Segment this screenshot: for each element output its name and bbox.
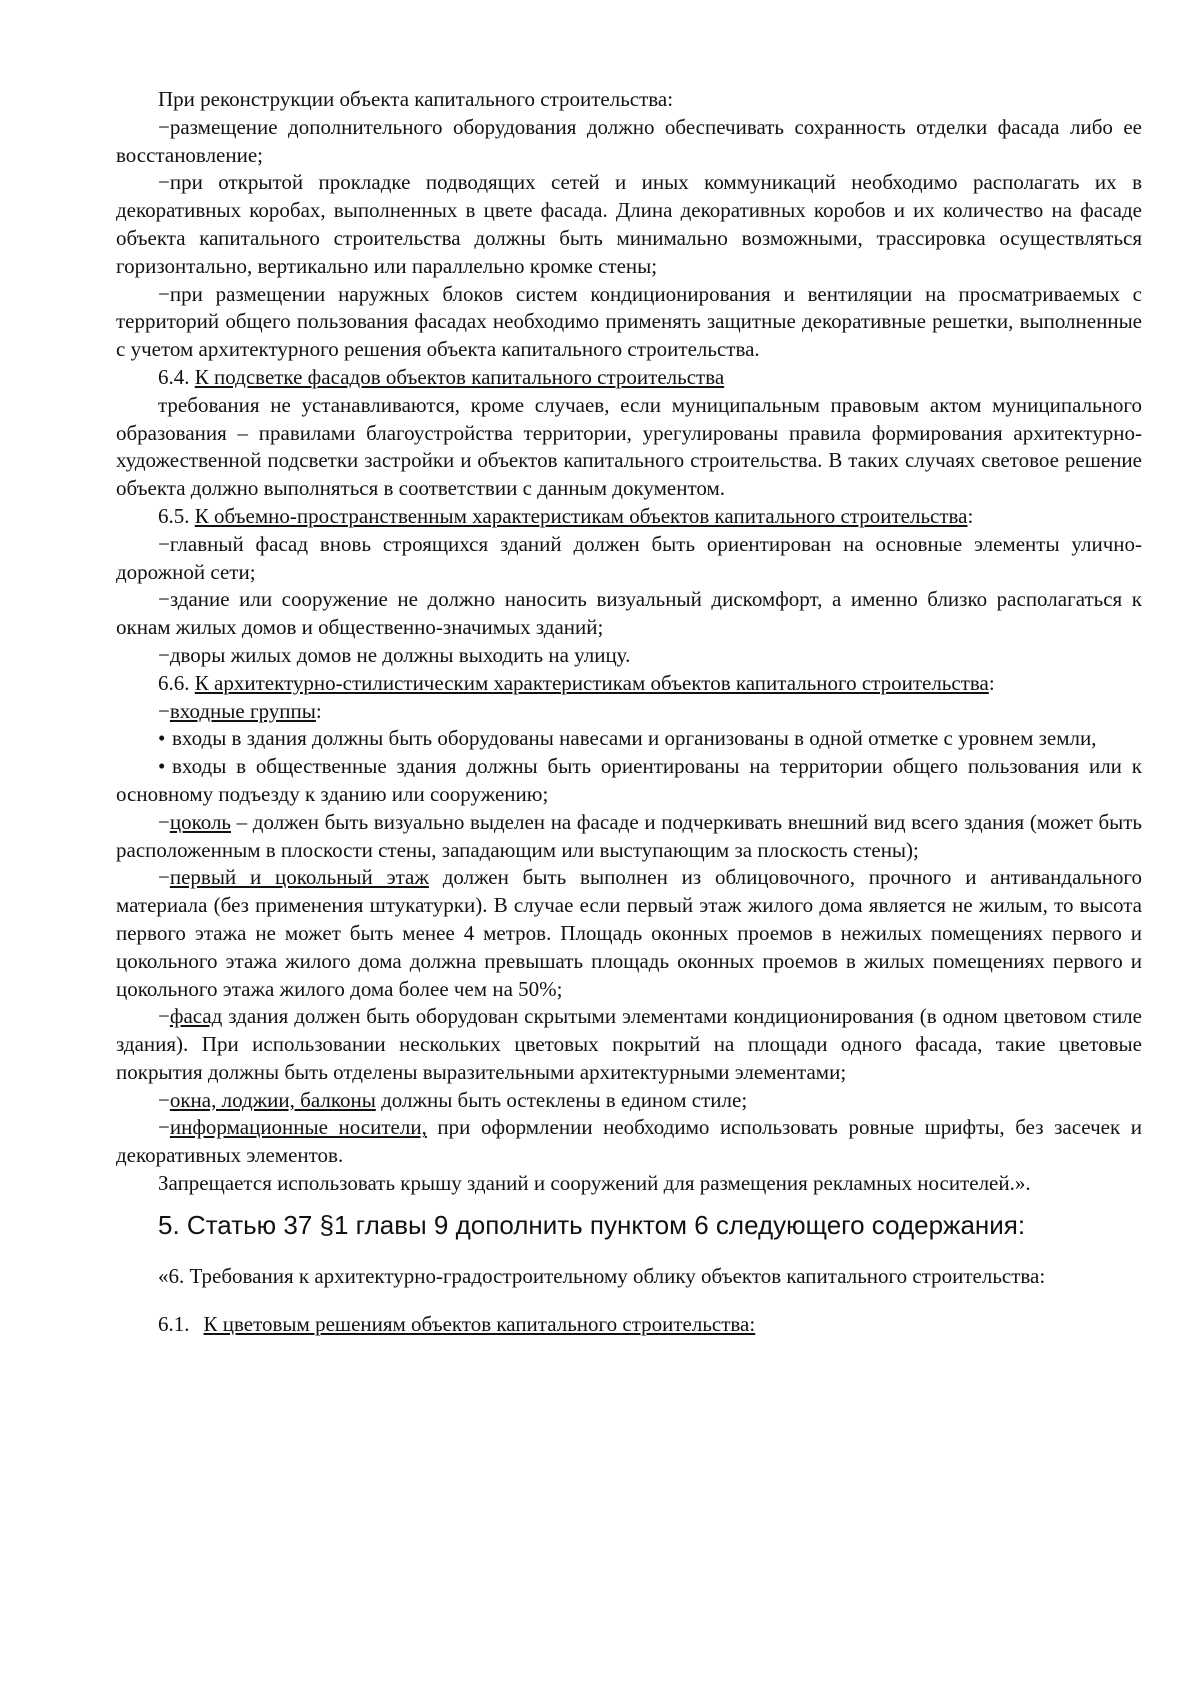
dash: − xyxy=(158,865,170,890)
section-number: 6.5. xyxy=(158,503,195,528)
paragraph-reconstruction-intro: При реконструкции объекта капитального строительства: xyxy=(158,87,674,111)
amendment-heading-5: 5. Статью 37 §1 главы 9 дополнить пунктом 6 следующего содержания: xyxy=(158,1209,1026,1240)
section-title: К цветовым решениям объектов капитального строительства: xyxy=(203,1311,756,1336)
term-plinth: цоколь xyxy=(169,809,231,834)
bullet-icon: • xyxy=(158,754,166,779)
term-info-carriers: информационные носители, xyxy=(169,1115,427,1140)
dash: − xyxy=(158,1004,170,1029)
term-facade: фасад xyxy=(169,1004,223,1029)
section-title: К архитектурно-стилистическим характеристикам объектов капитального строительства xyxy=(194,670,989,695)
bullet-item-entries xyxy=(116,725,1142,753)
section-6-4-heading xyxy=(116,364,1142,392)
paragraph-equipment: −размещение дополнительного оборудования должно обеспечивать сохранность отделки фасада либо ее восстановление; xyxy=(116,114,1142,167)
term-windows: окна, лоджии, балконы xyxy=(169,1087,376,1112)
paragraph-text: должен быть выполнен из облицовочного, прочного и антивандального материала (без применения штукатурки). В случае если первый этаж жилого дома является не жилым, то высота первого этажа не может быть менее 4 метров. Площадь оконных проемов в нежилых помещениях первого и цокольного этажа жилого дома должна превышать площадь оконных проемов в жилых помещениях первого и цокольного этажа жилого дома более чем на 50%; xyxy=(116,865,1142,1001)
dash: − xyxy=(158,809,170,834)
paragraph-plinth xyxy=(116,809,1142,865)
paragraph-first-floor xyxy=(116,864,1142,1003)
paragraph-windows xyxy=(116,1087,1142,1115)
section-colon: : xyxy=(988,670,995,695)
paragraph-text: – должен быть визуально выделен на фасаде и подчеркивать внешний вид всего здания (может быть расположенным в плоскости стены, западающим или выступающим за плоскость стены); xyxy=(116,809,1142,862)
requirements-6-heading: «6. Требования к архитектурно-градостроительному облику объектов капитального строительства: xyxy=(158,1263,1046,1288)
section-6-1-heading xyxy=(116,1311,1142,1339)
paragraph-facade xyxy=(116,1003,1142,1086)
bullet-text: входы в общественные здания должны быть ориентированы на территории общего пользования или к основному подъезду к зданию или сооружению; xyxy=(116,754,1142,806)
bullet-item-public-entries xyxy=(116,753,1142,809)
paragraph-networks: −при открытой прокладке подводящих сетей и иных коммуникаций необходимо располагать их в декоративных коробах, выполненных в цвете фасада. Длина декоративных коробов и их количество на фасаде объекта капитального строительства должны быть минимально возможными, трассировка осуществляться горизонтально, вертикально или параллельно кромке стены; xyxy=(116,170,1142,278)
section-6-6-heading xyxy=(116,670,1142,698)
paragraph-conditioning-blocks: −при размещении наружных блоков систем кондиционирования и вентиляции на просматриваемых с территорий общего пользования фасадах необходимо применять защитные декоративные решетки, выполненные с учетом архитектурного решения объекта капитального строительства. xyxy=(116,281,1142,362)
paragraph-text: при оформлении необходимо использовать ровные шрифты, без засечек и декоративных элементов. xyxy=(116,1115,1142,1168)
section-6-5-heading xyxy=(116,503,1142,531)
bullet-icon: • xyxy=(158,726,166,751)
paragraph-roof-ban: Запрещается использовать крышу зданий и сооружений для размещения рекламных носителей.». xyxy=(158,1171,1031,1196)
paragraph-text: должны быть остеклены в едином стиле; xyxy=(375,1087,748,1112)
paragraph-yards: −дворы жилых домов не должны выходить на улицу. xyxy=(158,642,631,667)
section-6-4-body: требования не устанавливаются, кроме случаев, если муниципальным правовым актом муниципального образования – правилами благоустройства территории, урегулированы правила формирования архитектурно-художественной подсветки застройки и объектов капитального строительства. В таких случаях световое решение объекта должно выполняться в соответствии с данным документом. xyxy=(116,392,1142,501)
section-title: К объемно-пространственным характеристикам объектов капитального строительства xyxy=(194,503,968,528)
section-number: 6.4. xyxy=(158,364,195,389)
dash: − xyxy=(158,1115,170,1140)
paragraph-entry-groups xyxy=(116,698,1142,726)
term-first-floor: первый и цокольный этаж xyxy=(169,865,429,890)
paragraph-visual-discomfort: −здание или сооружение не должно наносить визуальный дискомфорт, а именно близко располагаться к окнам жилых домов и общественно-значимых зданий; xyxy=(116,587,1142,640)
colon: : xyxy=(315,698,322,723)
section-colon: : xyxy=(967,503,974,528)
dash: − xyxy=(158,1087,170,1112)
dash: − xyxy=(158,698,170,723)
section-number: 6.1. xyxy=(158,1311,190,1336)
paragraph-text: здания должен быть оборудован скрытыми элементами кондиционирования (в одном цветовом стиле здания). При использовании нескольких цветовых покрытий на площади одного фасада, такие цветовые покрытия должны быть отделены выразительными архитектурными элементами; xyxy=(116,1004,1142,1084)
paragraph-main-facade: −главный фасад вновь строящихся зданий должен быть ориентирован на основные элементы улично-дорожной сети; xyxy=(116,531,1142,584)
bullet-text: входы в здания должны быть оборудованы навесами и организованы в одной отметке с уровнем земли, xyxy=(172,726,1097,751)
section-number: 6.6. xyxy=(158,670,195,695)
section-title: К подсветке фасадов объектов капитального строительства xyxy=(194,364,725,389)
paragraph-info-carriers xyxy=(116,1114,1142,1170)
term-entry-groups: входные группы xyxy=(169,698,316,723)
